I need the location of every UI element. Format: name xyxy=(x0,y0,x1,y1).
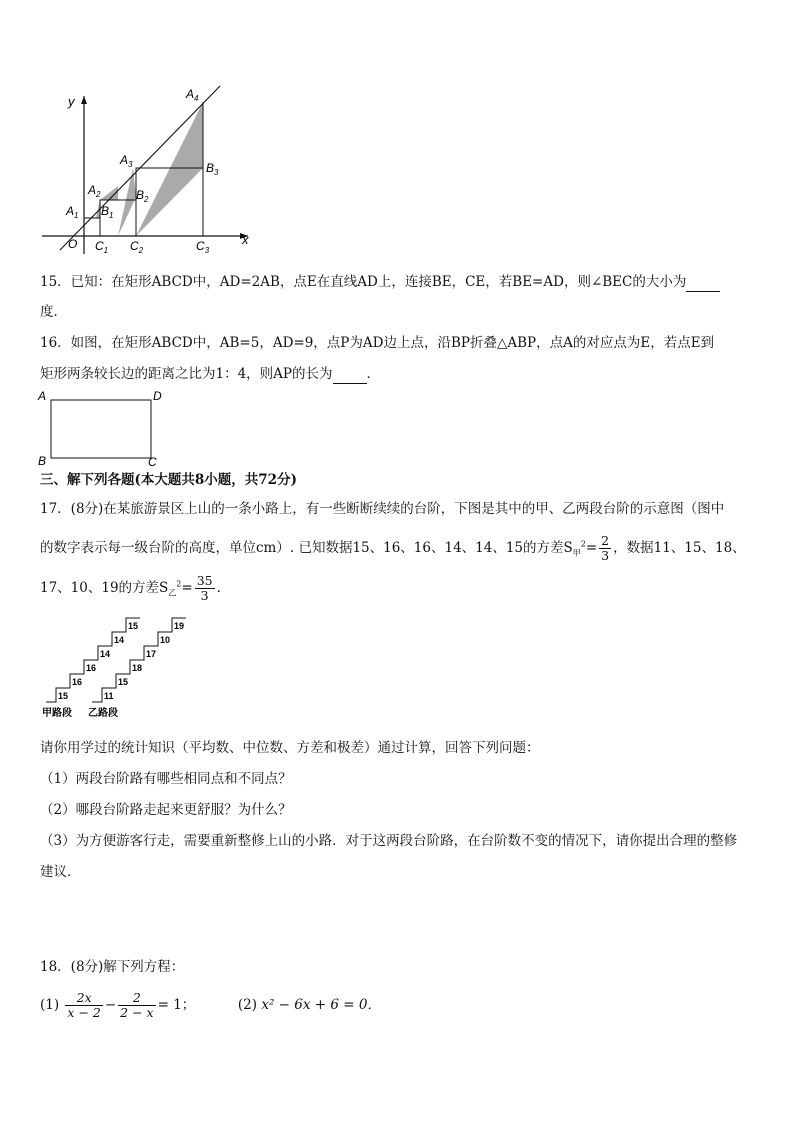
label-a4: $A_4$ xyxy=(186,87,199,103)
q17-sub1: （1）两段台阶路有哪些相同点和不同点？ xyxy=(40,771,292,787)
fraction-35-3: $\frac{35}{3}$ xyxy=(196,573,213,603)
shaded-triangle-3 xyxy=(118,168,136,236)
label-b1: $B_1$ xyxy=(101,204,114,220)
jia-step-5: 14 xyxy=(114,635,125,645)
q18-equations: (1) $\frac{2x}{x - 2}$ − $\frac{2}{2 - x}$ = 1； (2) x² − 6x + 6 = 0． xyxy=(40,990,381,1020)
square-1 xyxy=(84,218,100,236)
jia-step-3: 16 xyxy=(86,663,97,673)
q18-title: 18．(8分)解下列方程： xyxy=(40,959,185,975)
label-b: B xyxy=(38,454,47,468)
q17-intro: 请你用学过的统计知识（平均数、中位数、方差和极差）通过计算，回答下列问题： xyxy=(40,740,540,756)
yi-step-5: 10 xyxy=(160,635,171,645)
q17-sub2: （2）哪段台阶路走起来更舒服？为什么？ xyxy=(40,802,292,818)
fraction-2-over-2-minus-x: $\frac{2}{2 - x}$ xyxy=(120,990,154,1020)
figure-stairs xyxy=(40,614,210,722)
yi-stair-outline xyxy=(92,618,186,702)
jia-stair-outline xyxy=(46,618,143,702)
label-a3: $A_3$ xyxy=(120,153,133,169)
jia-step-1: 15 xyxy=(58,691,69,701)
q17-line3: 17、10、19的方差$S_乙^2=$ $\frac{35}{3}$ ． xyxy=(40,573,231,603)
fraction-2x-over-x-minus-2: $\frac{2x}{x - 2}$ xyxy=(67,990,101,1020)
jia-step-4: 14 xyxy=(100,649,111,659)
q16-line2: 矩形两条较长边的距离之比为1：4，则AP的长为 ． xyxy=(40,366,381,382)
label-c: C xyxy=(148,455,157,468)
y-axis-arrow xyxy=(81,96,87,104)
label-b2: $B_2$ xyxy=(136,188,149,204)
q16-answer-blank[interactable] xyxy=(333,369,367,384)
axis-y-label: y xyxy=(68,94,75,109)
q15-line2: 度． xyxy=(40,304,67,320)
yi-step-4: 17 xyxy=(146,649,157,659)
label-c3: $C_3$ xyxy=(196,239,210,255)
fraction-2-3: $\frac{2}{3}$ xyxy=(601,533,610,563)
q17-sub3-line2: 建议． xyxy=(40,864,81,880)
label-a2: $A_2$ xyxy=(88,183,101,199)
axis-x-label: x xyxy=(242,232,249,247)
label-b3: $B_3$ xyxy=(206,161,219,177)
q16-line1: 16．如图，在矩形ABCD中，AB=5，AD=9，点P为AD边上点，沿BP折叠△ABP，点A的对应点为E，若点E到 xyxy=(40,335,715,351)
origin-label: O xyxy=(68,237,78,251)
jia-step-6: 15 xyxy=(128,621,139,631)
yi-step-1: 11 xyxy=(104,691,114,701)
label-yi: 乙路段 xyxy=(88,708,118,719)
yi-step-3: 18 xyxy=(132,663,143,673)
yi-step-2: 15 xyxy=(118,677,129,687)
q17-line2: 的数字表示每一级台阶的高度，单位cm）. 已知数据15、16、16、14、14、15的方差$S_甲^2=$ $\frac{2}{3}$ ，数据11、15、18、 xyxy=(40,533,746,563)
shaded-triangle-4 xyxy=(136,102,203,236)
q17-sub3-line1: （3）为方便游客行走，需要重新整修上山的小路．对于这两段台阶路，在台阶数不变的情况下，请你提出合理的整修 xyxy=(40,833,738,849)
label-a: A xyxy=(38,389,47,403)
yi-step-6: 19 xyxy=(174,621,185,631)
label-jia: 甲路段 xyxy=(42,708,72,719)
jia-step-2: 16 xyxy=(72,677,83,687)
q17-line1: 17．(8分)在某旅游景区上山的一条小路上，有一些断断续续的台阶，下图是其中的甲、乙两段台阶的示意图（图中 xyxy=(40,501,725,517)
figure-squares-diagram xyxy=(38,82,258,256)
rectangle-abcd xyxy=(51,400,151,458)
q15-line1: 15．已知：在矩形ABCD中，AD=2AB，点E在直线AD上，连接BE，CE，若BE=AD，则∠BEC的大小为 xyxy=(40,272,720,292)
figure-rectangle-abcd xyxy=(36,386,172,468)
label-a1: $A_1$ xyxy=(66,204,79,220)
q15-answer-blank[interactable] xyxy=(686,277,720,292)
label-c2: $C_2$ xyxy=(130,239,144,255)
section-3-title: 三、解下列各题(本大题共8小题，共72分) xyxy=(40,472,297,488)
label-d: D xyxy=(153,389,162,403)
label-c1: $C_1$ xyxy=(95,239,109,255)
